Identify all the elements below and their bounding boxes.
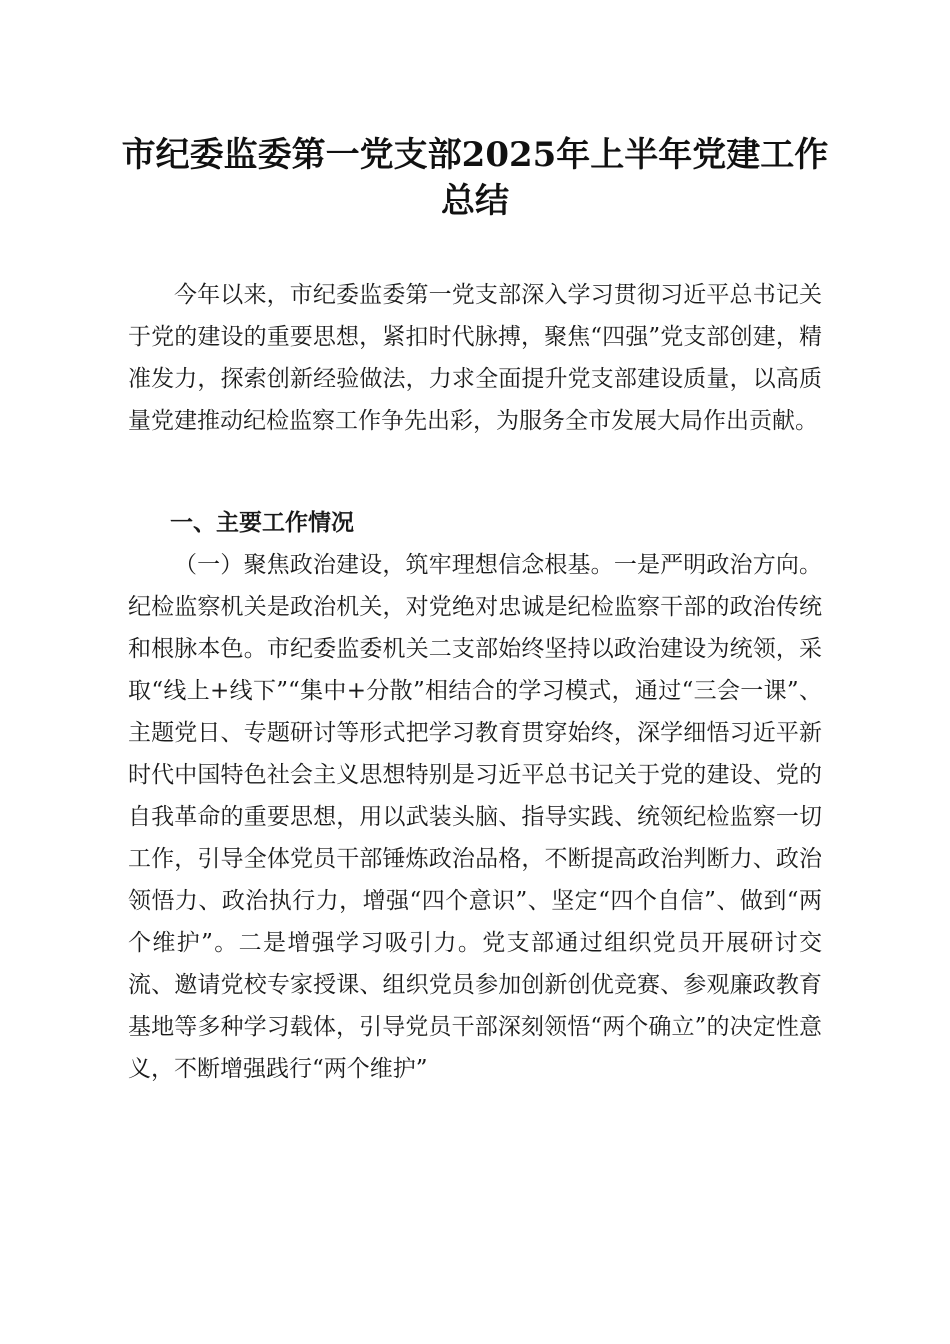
section-heading: 一、主要工作情况 [170, 510, 354, 536]
intro-paragraph: 今年以来，市纪委监委第一党支部深入学习贯彻习近平总书记关于党的建设的重要思想，紧扣时代脉搏，聚焦“四强”党支部创建，精准发力，探索创新经验做法，力求全面提升党支部建设质量，以高质量党建推动纪检监察工作争先出彩，为服务全市发展大局作出贡献。 [128, 282, 822, 434]
document-title: 市纪委监委第一党支部2025年上半年党建工作总结 [121, 135, 829, 221]
section1-paragraph: （一）聚焦政治建设，筑牢理想信念根基。一是严明政治方向。纪检监察机关是政治机关，对党绝对忠诚是纪检监察干部的政治传统和根脉本色。市纪委监委机关二支部始终坚持以政治建设为统领，采取“线上+线下”“集中+分散”相结合的学习模式，通过“三会一课”、主题党日、专题研讨等形式把学习教育贯穿始终，深学细悟习近平新时代中国特色社会主义思想特别是习近平总书记关于党的建设、党的自我革命的重要思想，用以武装头脑、指导实践、统领纪检监察一切工作，引导全体党员干部锤炼政治品格，不断提高政治判断力、政治领悟力、政治执行力，增强“四个意识”、坚定“四个自信”、做到“两个维护”。二是增强学习吸引力。党支部通过组织党员开展研讨交流、邀请党校专家授课、组织党员参加创新创优竞赛、参观廉政教育基地等多种学习载体，引导党员干部深刻领悟“两个确立”的决定性意义，不断增强践行“两个维护” [128, 552, 822, 1082]
